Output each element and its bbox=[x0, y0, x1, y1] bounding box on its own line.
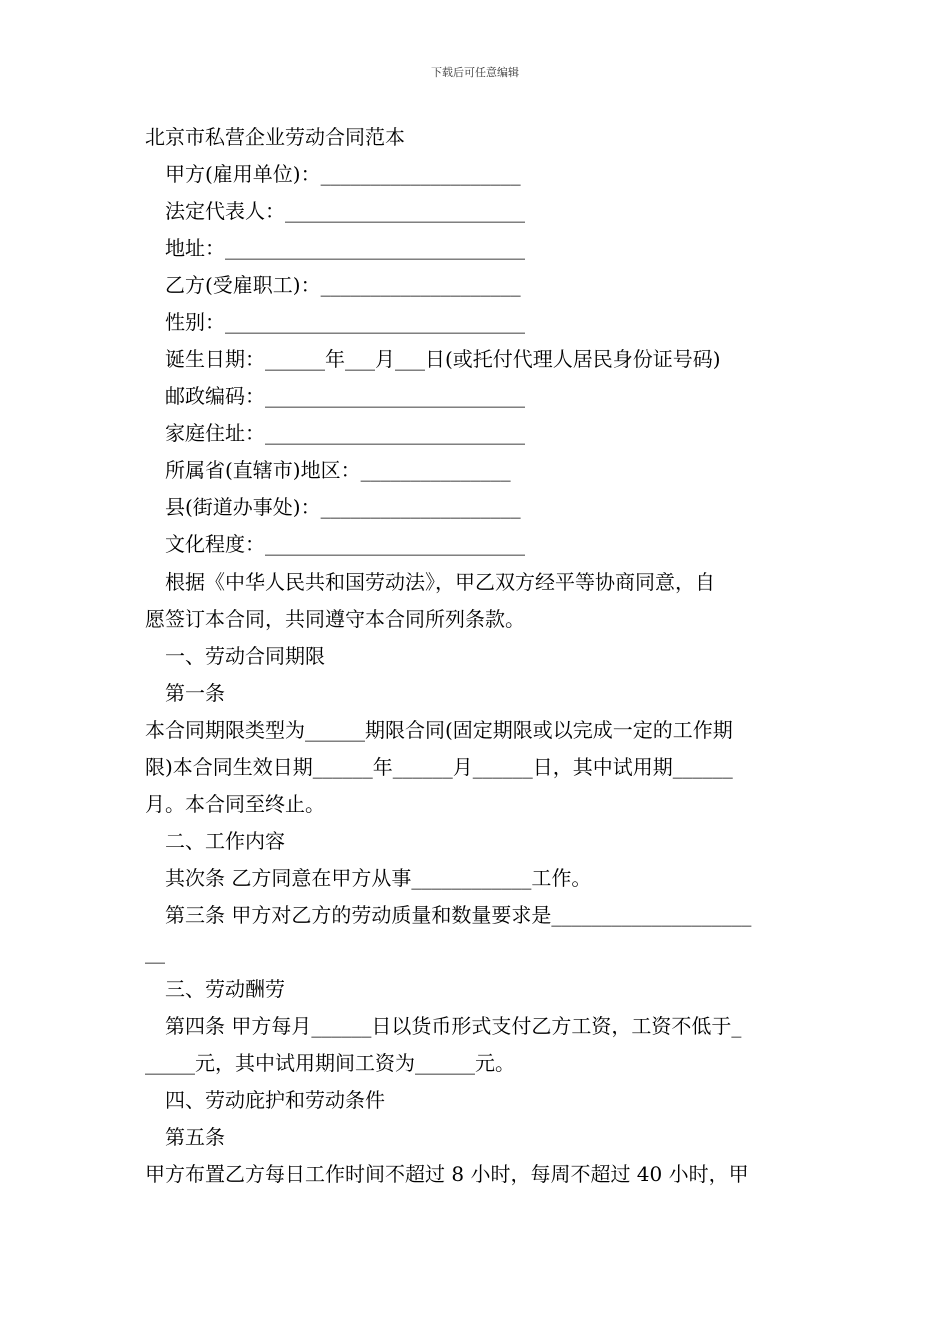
header-note: 下载后可任意编辑 bbox=[431, 66, 519, 79]
field-address: 地址：______________________________ bbox=[165, 236, 525, 260]
section-2-heading: 二、工作内容 bbox=[165, 829, 285, 853]
article-3-line-1: 第三条 甲方对乙方的劳动质量和数量要求是____________________ bbox=[165, 903, 752, 927]
section-4-heading: 四、劳动庇护和劳动条件 bbox=[165, 1088, 385, 1112]
article-1-line-2: 限)本合同生效日期______年______月______日，其中试用期______ bbox=[145, 755, 733, 779]
field-home-address: 家庭住址：__________________________ bbox=[165, 421, 525, 445]
field-employer: 甲方(雇用单位)：____________________ bbox=[165, 162, 521, 186]
field-employee: 乙方(受雇职工)：____________________ bbox=[165, 273, 521, 297]
section-3-heading: 三、劳动酬劳 bbox=[165, 977, 285, 1001]
article-5-line-1: 甲方布置乙方每日工作时间不超过 8 小时，每周不超过 40 小时，甲 bbox=[145, 1162, 749, 1186]
field-postal-code: 邮政编码：__________________________ bbox=[165, 384, 525, 408]
article-3-line-2: __ bbox=[145, 940, 165, 964]
article-1-label: 第一条 bbox=[165, 681, 225, 705]
article-1-line-3: 月。本合同至终止。 bbox=[145, 792, 325, 816]
article-4-line-2: _____元，其中试用期间工资为______元。 bbox=[145, 1051, 515, 1075]
field-county: 县(街道办事处)：____________________ bbox=[165, 495, 521, 519]
intro-line-1: 根据《中华人民共和国劳动法》，甲乙双方经平等协商同意，自 bbox=[165, 570, 715, 594]
article-2: 其次条 乙方同意在甲方从事____________工作。 bbox=[165, 866, 592, 890]
article-1-line-1: 本合同期限类型为______期限合同(固定期限或以完成一定的工作期 bbox=[145, 718, 733, 742]
article-4-line-1: 第四条 甲方每月______日以货币形式支付乙方工资，工资不低于_ bbox=[165, 1014, 742, 1038]
document-title: 北京市私营企业劳动合同范本 bbox=[145, 125, 405, 149]
section-1-heading: 一、劳动合同期限 bbox=[165, 644, 325, 668]
field-legal-representative: 法定代表人：________________________ bbox=[165, 199, 525, 223]
field-province: 所属省(直辖市)地区：_______________ bbox=[165, 458, 511, 482]
field-gender: 性别：______________________________ bbox=[165, 310, 525, 334]
article-5-label: 第五条 bbox=[165, 1125, 225, 1149]
field-birth-date: 诞生日期：______年___月___日(或托付代理人居民身份证号码) bbox=[165, 347, 721, 371]
intro-line-2: 愿签订本合同，共同遵守本合同所列条款。 bbox=[145, 607, 525, 631]
field-education: 文化程度：__________________________ bbox=[165, 532, 525, 556]
